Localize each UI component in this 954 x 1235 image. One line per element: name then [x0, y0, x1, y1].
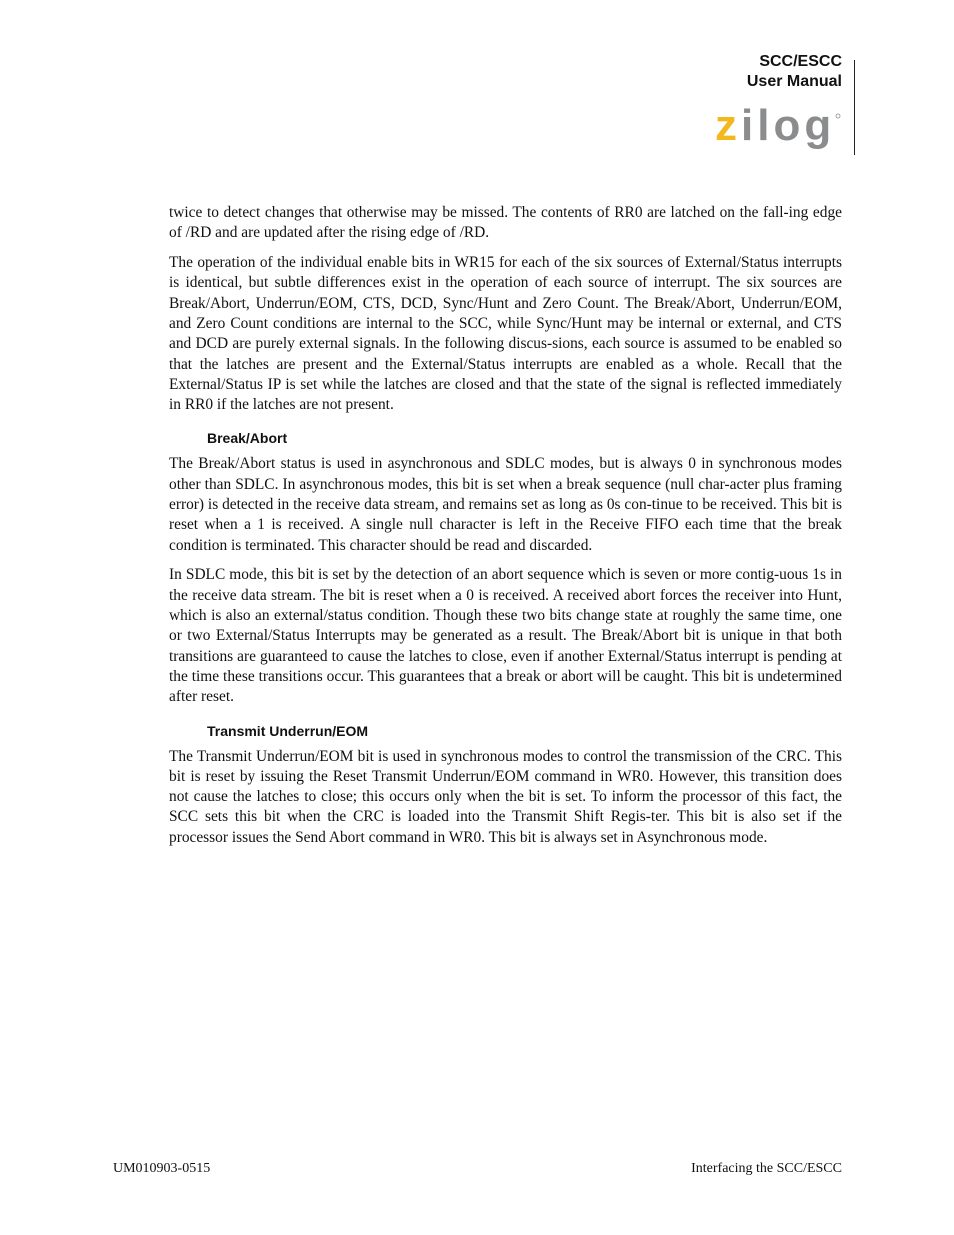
section-heading-transmit-underrun: Transmit Underrun/EOM — [207, 722, 369, 739]
page-body — [169, 203, 842, 858]
zilog-logo — [713, 104, 848, 160]
footer-section-title: Interfacing the SCC/ESCC — [691, 1161, 842, 1176]
header-product: SCC/ESCC — [759, 53, 842, 70]
paragraph: The Break/Abort status is used in asynchronous and SDLC modes, but is always 0 in synchronous modes other than SDLC. In asynchronous modes, this bit is set when a break sequence (null char-acter plus framing error) is detected in the receive data stream, and remains set as long as 0s con-tinue to be received. This bit is reset when a 1 is received. A single null character is left in the Receive FIFO each time that the break condition is terminated. This character should be read and discarded. — [169, 455, 842, 554]
section-heading-break-abort: Break/Abort — [207, 430, 288, 447]
header-divider — [854, 60, 855, 155]
paragraph: The Transmit Underrun/EOM bit is used in synchronous modes to control the transmission of the CRC. This bit is reset by issuing the Reset Transmit Underrun/EOM command in WR0. However, this transition does not cause the latches to close; this occurs only when the bit is set. To inform the processor of this fact, the SCC sets this bit when the CRC is loaded into the Transmit Shift Regis-ter. This bit is also set if the processor issues the Send Abort command in WR0. This bit is always set in Asynchronous mode. — [169, 747, 842, 846]
paragraph: In SDLC mode, this bit is set by the detection of an abort sequence which is seven or more contig-uous 1s in the receive data stream. The bit is reset when a 0 is received. A received abort forces the receiver into Hunt, which is also an external/status condition. Though these two bits change state at roughly the same time, one or two External/Status Interrupts may be generated as a result. The Break/Abort bit is unique in that both transitions are guaranteed to cause the latches to close, even if another External/Status interrupt is pending at the time these transitions occur. This guarantees that a break or abort will be caught. This bit is undetermined after reset. — [169, 566, 842, 706]
header-manual: User Manual — [746, 73, 842, 90]
running-header — [747, 52, 842, 92]
footer-doc-number: UM010903-0515 — [113, 1161, 211, 1176]
paragraph: The operation of the individual enable bits in WR15 for each of the six sources of External/Status interrupts is identical, but subtle differences exist in the operation of each source of interrupt. The six sources are Break/Abort, Underrun/EOM, CTS, DCD, Sync/Hunt and Zero Count. The Break/Abort, Underrun/EOM, and Zero Count conditions are internal to the SCC, while Sync/Hunt may be internal or external, and CTS and DCD are purely external signals. In the following discus-sions, each source is assumed to be enabled so that the latches are present and the External/Status interrupts are enabled as a whole. Recall that the External/Status IP is set while the latches are closed and that the state of the signal is reflected immediately in RR0 if the latches are not present. — [169, 254, 842, 414]
paragraph: twice to detect changes that otherwise may be missed. The contents of RR0 are latched on the fall-ing edge of /RD and are updated after the rising edge of /RD. — [169, 204, 842, 242]
svg-text:zilog: zilog — [715, 104, 836, 150]
